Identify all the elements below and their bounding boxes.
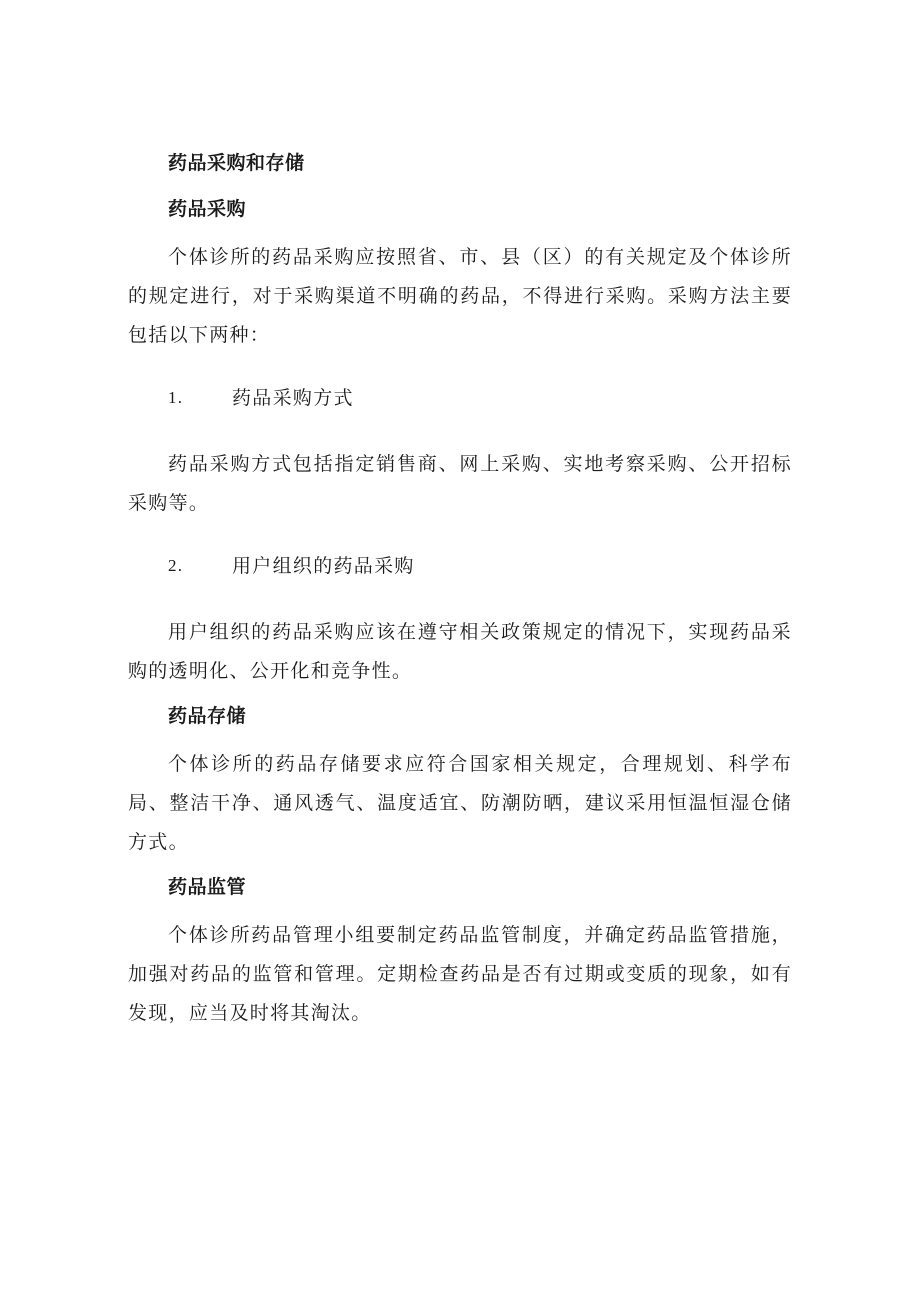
- storage-paragraph: 个体诊所的药品存储要求应符合国家相关规定，合理规划、科学布局、整洁干净、通风透气、温度适宜、防潮防晒，建议采用恒温恒湿仓储方式。: [128, 753, 792, 853]
- list-item-user-org-purchase: [168, 553, 792, 579]
- supervision-paragraph: 个体诊所药品管理小组要制定药品监管制度，并确定药品监管措施，加强对药品的监管和管理。定期检查药品是否有过期或变质的现象，如有发现，应当及时将其淘汰。: [128, 924, 792, 1024]
- list-number: 1.: [168, 388, 184, 407]
- list-number: 2.: [168, 556, 184, 575]
- list-item-title: 用户组织的药品采购: [232, 555, 415, 577]
- purchase-intro-paragraph: 个体诊所的药品采购应按照省、市、县（区）的有关规定及个体诊所的规定进行，对于采购渠道不明确的药品，不得进行采购。采购方法主要包括以下两种：: [128, 246, 792, 346]
- list-item-purchase-method: [168, 385, 792, 411]
- section-heading-storage: 药品存储: [168, 705, 247, 727]
- document-title: 药品采购和存储: [168, 152, 305, 174]
- list-item-title: 药品采购方式: [232, 387, 354, 409]
- purchase-method-paragraph: 药品采购方式包括指定销售商、网上采购、实地考察采购、公开招标采购等。: [128, 453, 792, 514]
- section-heading-purchase: 药品采购: [168, 198, 247, 220]
- document-body: [128, 150, 792, 1045]
- section-heading-supervision: 药品监管: [168, 876, 247, 898]
- user-org-purchase-paragraph: 用户组织的药品采购应该在遵守相关政策规定的情况下，实现药品采购的透明化、公开化和竞争性。: [128, 621, 792, 682]
